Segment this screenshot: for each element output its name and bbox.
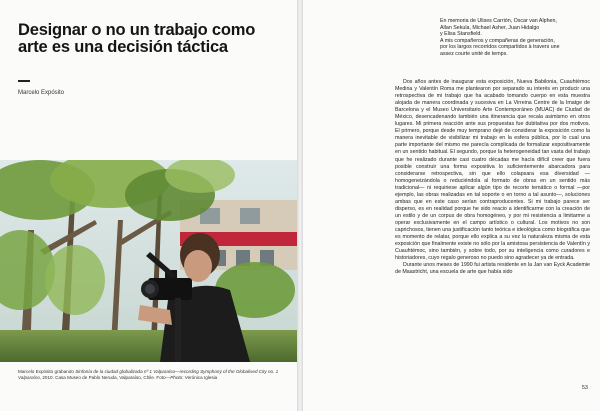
dedication-line: assez courte unité de temps. [440, 50, 508, 57]
caption-title-en: recording Symphony of the Globalised City no. 1 Valparaíso [18, 369, 279, 381]
paragraph: Dos años antes de inaugurar esta exposición, Nueva Babilonia, Cuauhtémoc Medina y Valentín Roma me plantearon por separado su interés en producir una retrospectiva de mi trabajo que ha acabado tomando cuerpo en esta muestra alojada de manera coordinada y sucesiva en La Virreina Centre de la Imatge de Barcelona y el Museo Universitario Arte Contemporáneo (MUAC) de Ciudad de México, desencadenando también una itinerancia que recala asimismo en otros lugares. Mi primera reacción ante sus propuestas fue dubitativa por dos motivos. El primero, porque desde muy temprano dejé de considerar la exposición como la manera inevitable de visibilizar mi trabajo en la esfera pública, por lo cual una parte importante del mismo me parecía complicada de formalizar expositivamente en un sentido habitual. El segundo, porque la heterogeneidad tan vasta del trabajo que he realizado durante casi cuatro décadas me hacía difícil creer que fuera posible construir una forma expositiva lo suficientemente abarcadora para considerarse retrospectiva, sin que ello colapsara esa diversidad —homogeneizándola o reduciéndola al formato de obras en un sentido más tradicional— ni requiriese aplicar algún tipo de recorte temático o formal —por ejemplo, las obras realizadas en tal soporte o en torno a tal asunto—, soluciones ambas que en este caso serían contraproducentes. Si mi trabajo parece ser disperso, es en realidad porque he sido reacio a identificarme con la creación de un estilo y de un corpus de obra homogéneo, y por mi resistencia a limitarme a operar exclusivamente en el campo artístico o cultural. Los motivos no son caprichosos, tienen una justificación tanto teórica e ideológica como biográfica que es momento de relatar, porque ello explica a su vez la naturaleza misma de esta exposición que finalmente existe no sólo por la amistosa persistencia de Valentín y Cuauhtémoc, sino también, y sobre todo, por su inteligencia como curadores e historiadores, cuyo regalo generoso no puedo sino agradecer ya de entrada. [395, 79, 590, 262]
photo-caption [18, 369, 286, 381]
dedication-line: y Elisa Stansfield. [440, 31, 482, 38]
dedication-line: por los largos recorridos compartidos à travers une [440, 44, 560, 51]
dedication-line: A mis compañeros y compañeras de generación, [440, 37, 555, 44]
left-page [0, 0, 297, 411]
dedication-line: En memoria de Ulises Carrión, Oscar van Alphen, [440, 18, 557, 24]
paragraph: Durante unos meses de 1990 fui artista residente en la Jan van Eyck Academie de Maastricht, una escuela de arte que había sido [395, 262, 590, 276]
title-divider [18, 80, 30, 82]
caption-separator-2: — [165, 375, 171, 381]
page-number: 53 [581, 385, 588, 391]
caption-separator: — [175, 369, 180, 374]
video-camera-photo-icon [0, 160, 297, 362]
dedication-line: Allan Sekula, Michael Asher, Juan Hidalgo [440, 24, 540, 31]
caption-text-2: , 2010. Casa Museo de Pablo Neruda, Valparaíso, Chile. Foto [39, 375, 166, 381]
caption-text: Marcelo Expósito grabando [18, 369, 76, 374]
caption-photo-label: Photo [170, 375, 183, 381]
dedication [440, 18, 595, 58]
article-title: Designar o no un trabajo como arte es una decisión táctica [18, 21, 256, 56]
caption-title-es: Sinfonía de la ciudad globalizada nº 1 Valparaíso [75, 369, 176, 374]
author-name: Marcelo Expósito [18, 90, 65, 96]
right-page [303, 0, 600, 411]
body-text [395, 79, 590, 276]
photo-videographer [0, 160, 297, 362]
caption-credit: : Verónica Iglesia [182, 375, 218, 381]
